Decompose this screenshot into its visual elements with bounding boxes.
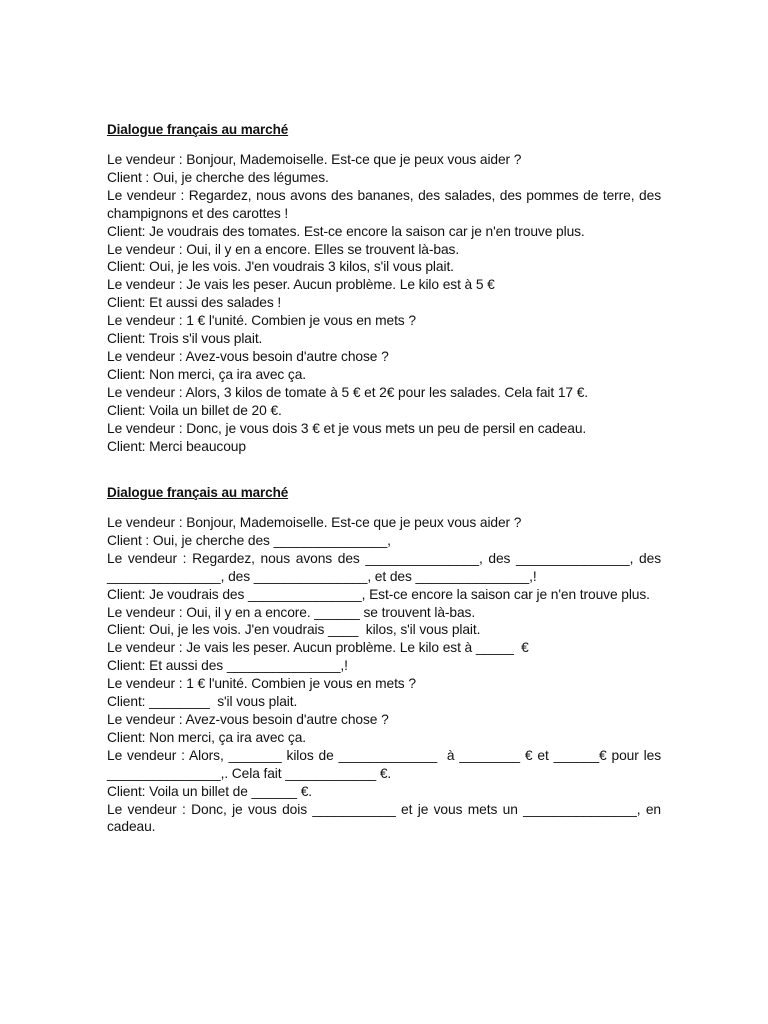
dialogue-line: Client: ________ s'il vous plait. — [107, 694, 298, 710]
dialogue-line: Client : Oui, je cherche des _______________, — [107, 532, 391, 548]
dialogue-line: Le vendeur : Oui, il y en a encore. Elles se trouvent là-bas. — [107, 241, 460, 257]
dialogue-section-complete — [107, 121, 665, 455]
dialogue-line: Le vendeur : 1 € l'unité. Combien je vous en mets ? — [107, 676, 416, 692]
dialogue-line: Le vendeur : Oui, il y en a encore. ______ se trouvent là-bas. — [107, 604, 476, 620]
dialogue-line: Le vendeur : Donc, je vous dois ___________ et je vous mets un _______________, en cadeau. — [107, 801, 665, 835]
dialogue-line: Le vendeur : Alors, 3 kilos de tomate à 5 € et 2€ pour les salades. Cela fait 17 €. — [107, 384, 589, 400]
dialogue-line: Le vendeur : Avez-vous besoin d'autre chose ? — [107, 711, 389, 727]
dialogue-line: Client: Trois s'il vous plait. — [107, 331, 263, 347]
dialogue-line: Le vendeur : Avez-vous besoin d'autre chose ? — [107, 348, 389, 364]
dialogue-line: Le vendeur : 1 € l'unité. Combien je vous en mets ? — [107, 313, 416, 329]
dialogue-line: Client: Je voudrais des _______________, Est-ce encore la saison car je n'en trouve plus. — [107, 586, 650, 602]
dialogue-line: Client : Oui, je cherche des légumes. — [107, 169, 329, 185]
dialogue-line: Client: Merci beaucoup — [107, 438, 246, 454]
dialogue-line: Le vendeur : Donc, je vous dois 3 € et je vous mets un peu de persil en cadeau. — [107, 420, 587, 436]
dialogue-line: Client: Et aussi des _______________,! — [107, 658, 348, 674]
dialogue-line: Client: Oui, je les vois. J'en voudrais ____ kilos, s'il vous plait. — [107, 622, 481, 638]
dialogue-line: Client: Oui, je les vois. J'en voudrais 3 kilos, s'il vous plait. — [107, 259, 454, 275]
dialogue-line: Le vendeur : Je vais les peser. Aucun problème. Le kilo est à 5 € — [107, 277, 495, 293]
dialogue-section-fill-in — [107, 484, 665, 836]
dialogue-line: Le vendeur : Bonjour, Mademoiselle. Est-ce que je peux vous aider ? — [107, 152, 522, 167]
dialogue-line: Client: Non merci, ça ira avec ça. — [107, 366, 307, 382]
dialogue-line: Le vendeur : Bonjour, Mademoiselle. Est-ce que je peux vous aider ? — [107, 515, 522, 530]
dialogue-line: Client: Voila un billet de 20 €. — [107, 402, 282, 418]
dialogue-line: Client: Et aussi des salades ! — [107, 295, 282, 311]
dialogue-line: Client: Non merci, ça ira avec ça. — [107, 729, 307, 745]
dialogue-line: Le vendeur : Regardez, nous avons des _______________, des _______________, des _______________, des _______________, et des _______________,! — [107, 550, 665, 584]
dialogue-line: Le vendeur : Alors, _______ kilos de _____________ à ________ € et ______€ pour les _______________,. Cela fait ____________ €. — [107, 747, 665, 781]
section-title: Dialogue français au marché — [107, 485, 289, 500]
dialogue-line: Le vendeur : Regardez, nous avons des bananes, des salades, des pommes de terre, des champignons et des carottes ! — [107, 187, 665, 221]
dialogue-line: Client: Je voudrais des tomates. Est-ce encore la saison car je n'en trouve plus. — [107, 223, 585, 239]
dialogue-line: Client: Voila un billet de ______ €. — [107, 783, 313, 799]
section-title: Dialogue français au marché — [107, 122, 289, 137]
dialogue-line: Le vendeur : Je vais les peser. Aucun problème. Le kilo est à _____ € — [107, 640, 529, 656]
